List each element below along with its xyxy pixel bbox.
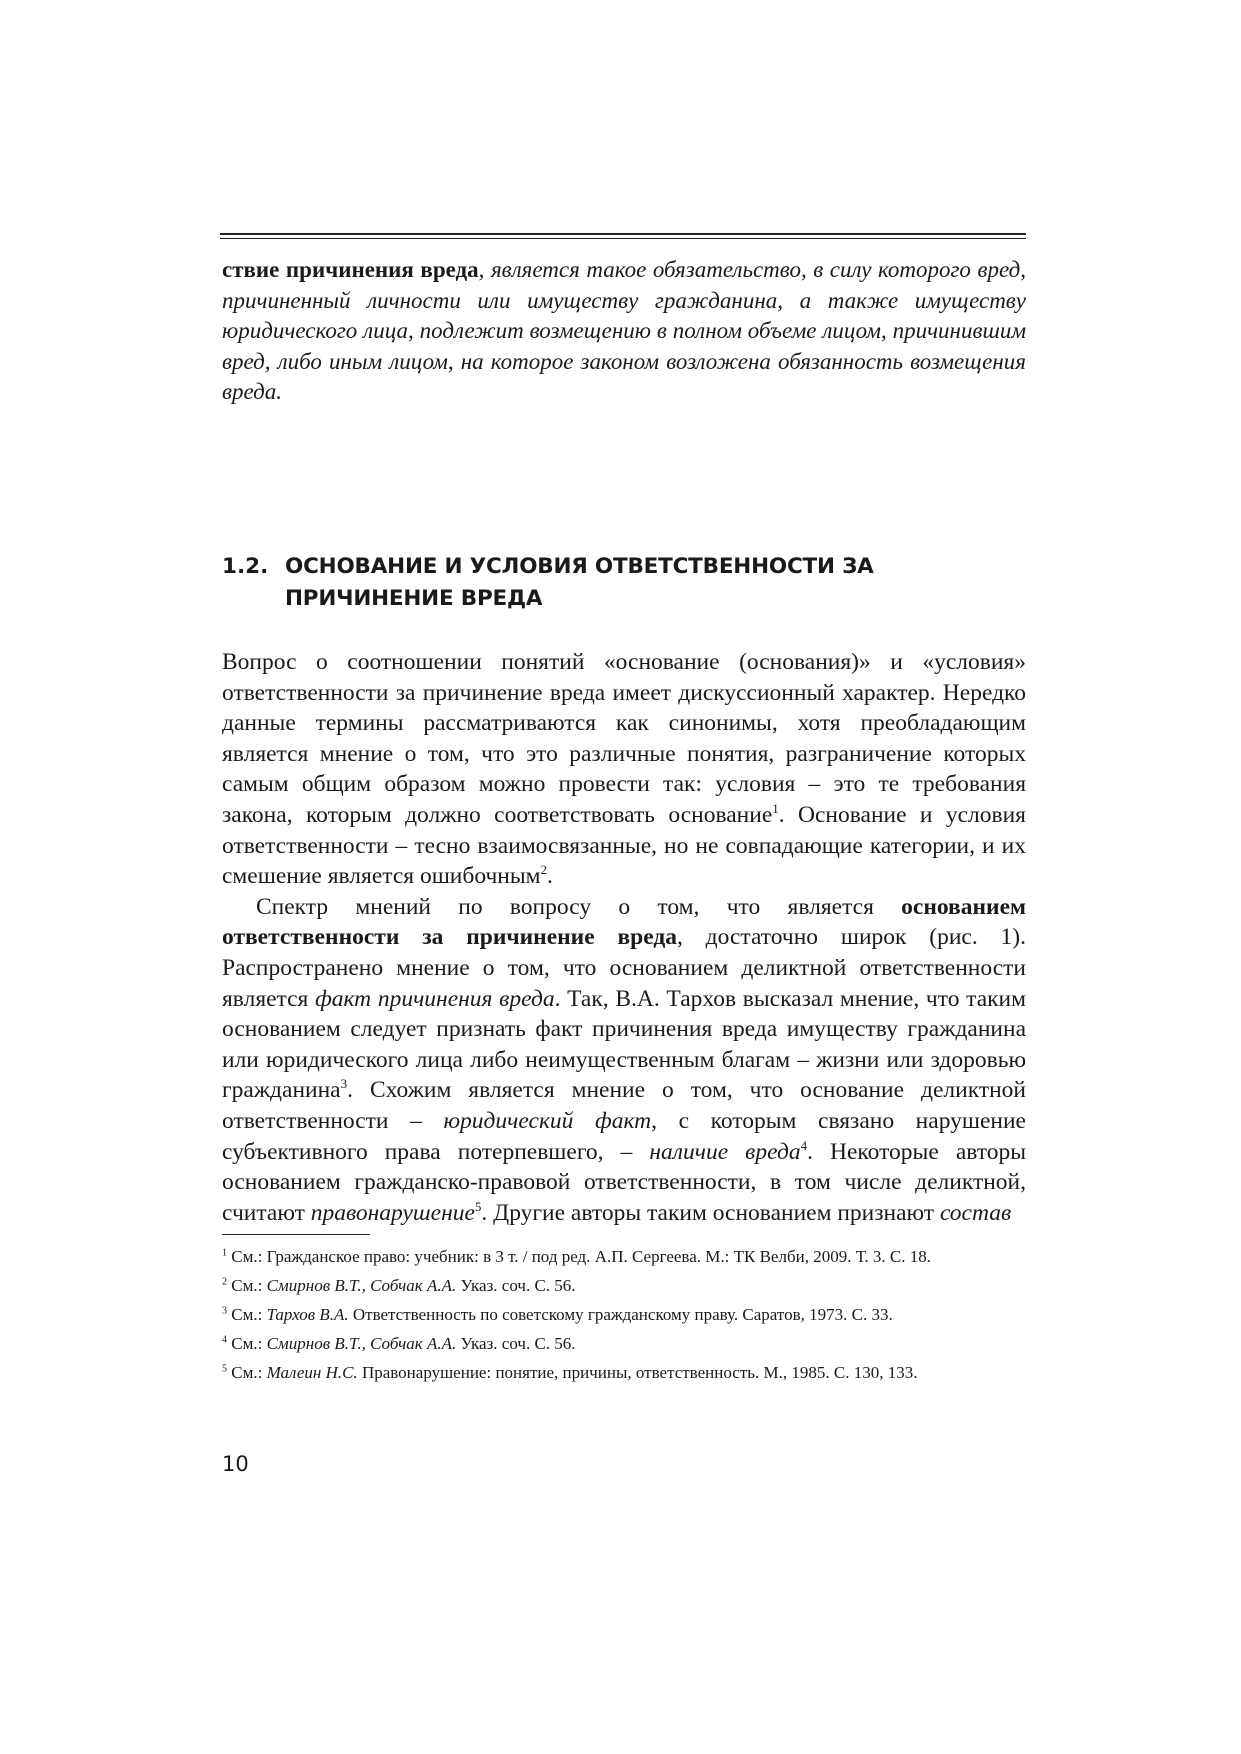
footnote-4 <box>222 1333 1026 1354</box>
footnote-text: Указ. соч. С. 56. <box>456 1334 576 1353</box>
footnote-ref-2[interactable]: 2 <box>540 862 548 878</box>
text-run: , с которым связано нарушение субъективного права потерпевшего, – <box>222 1107 1026 1165</box>
footnote-ref-1[interactable]: 1 <box>772 801 779 817</box>
footnote-text: Ответственность по советскому гражданскому праву. Саратов, 1973. С. 33. <box>348 1305 893 1324</box>
footnote-prefix: См.: <box>231 1334 267 1353</box>
lead-paragraph <box>222 255 1026 408</box>
footnote-separator <box>222 1234 370 1235</box>
italic-term: юридический факт <box>443 1107 652 1134</box>
footnote-mark: 2 <box>222 1276 227 1288</box>
footnote-1 <box>222 1246 1026 1267</box>
footnote-author: Тархов В.А. <box>266 1305 349 1324</box>
text-run: , достаточно широк (рис. 1). Распространено мнение о том, что основанием деликтной ответственности является <box>222 924 1026 1012</box>
footnote-prefix: См.: <box>231 1305 267 1324</box>
footnote-prefix: См.: <box>231 1247 267 1266</box>
paragraph-2 <box>222 892 1026 1229</box>
section-title: ОСНОВАНИЕ И УСЛОВИЯ ОТВЕТСТВЕННОСТИ ЗА ПРИЧИНЕНИЕ ВРЕДА <box>285 554 874 611</box>
lead-bold-term: ствие причинения вреда <box>222 257 479 282</box>
footnote-2 <box>222 1275 1026 1296</box>
footnote-3 <box>222 1304 1026 1325</box>
header-rule-thick <box>220 233 1026 235</box>
section-heading <box>222 551 1026 615</box>
italic-term: наличие вреда <box>649 1138 801 1165</box>
text-run: . Другие авторы таким основанием признают <box>481 1199 940 1226</box>
text-run: Спектр мнений по вопросу о том, что является <box>256 893 902 920</box>
text-run: . Схожим является мнение о том, что основание деликтной ответственности – <box>222 1077 1026 1134</box>
footnote-prefix: См.: <box>231 1276 267 1295</box>
paragraph-1 <box>222 647 1026 892</box>
section-number: 1.2. <box>222 554 269 579</box>
header-rule-thin <box>220 238 1026 239</box>
text-run: Вопрос о соотношении понятий «основание (основания)» и «условия» ответственности за причинение вреда имеет дискуссионный характер. Нередко данные термины рассматриваются как синонимы, хотя преобладающим является мнение о том, что это различные понятия, разграничение которых самым общим образом можно провести так: условия – это те требования закона, которым должно соответствовать основание <box>222 649 1026 828</box>
footnote-prefix: См.: <box>231 1363 267 1382</box>
footnote-mark: 3 <box>222 1305 227 1317</box>
footnote-ref-3[interactable]: 3 <box>340 1076 348 1092</box>
italic-term: правонарушение <box>310 1199 475 1226</box>
footnote-5 <box>222 1362 1026 1383</box>
body-text <box>222 647 1026 1228</box>
text-run: . Основание и условия ответственности – тесно взаимосвязанные, но не совпадающие категории, и их смешение является ошибочным <box>222 801 1026 890</box>
footnote-text: Правонарушение: понятие, причины, ответственность. М., 1985. С. 130, 133. <box>357 1363 918 1382</box>
text-run: . <box>547 863 553 890</box>
footnote-mark: 1 <box>222 1247 227 1259</box>
footnote-ref-5[interactable]: 5 <box>474 1198 482 1214</box>
footnote-author: Смирнов В.Т., Собчак А.А. <box>266 1334 457 1353</box>
bold-term: основанием ответственности за причинение вреда <box>222 893 1026 951</box>
footnote-ref-4[interactable]: 4 <box>800 1137 808 1153</box>
footnotes <box>222 1246 1026 1391</box>
lead-italic-text: , является такое обязательство, в силу которого вред, причиненный личности или имуществу гражданина, а также имуществу юридического лица, подлежит возмещению в полном объеме лицом, причинившим вред, либо иным лицом, на которое законом возложена обязанность возмещения вреда. <box>222 257 1026 404</box>
footnote-mark: 4 <box>222 1334 227 1346</box>
footnote-author: Малеин Н.С. <box>266 1363 358 1382</box>
footnote-text: Указ. соч. С. 56. <box>456 1276 576 1295</box>
page-number: 10 <box>222 1452 249 1476</box>
footnote-text: Гражданское право: учебник: в 3 т. / под ред. А.П. Сергеева. М.: ТК Велби, 2009. Т. 3. С. 18. <box>266 1247 931 1266</box>
footnote-mark: 5 <box>222 1363 227 1375</box>
footnote-author: Смирнов В.Т., Собчак А.А. <box>266 1276 457 1295</box>
italic-term: факт причинения вреда <box>315 985 555 1012</box>
text-run: . Так, В.А. Тархов высказал мнение, что таким основанием следует признать факт причинения вреда имуществу гражданина или юридического лица либо неимущественным благам – жизни или здоровью гражданина <box>222 985 1027 1104</box>
italic-term: состав <box>939 1199 1012 1226</box>
text-run: . Некоторые авторы основанием гражданско-правовой ответственности, в том числе деликтной, считают <box>222 1138 1027 1226</box>
